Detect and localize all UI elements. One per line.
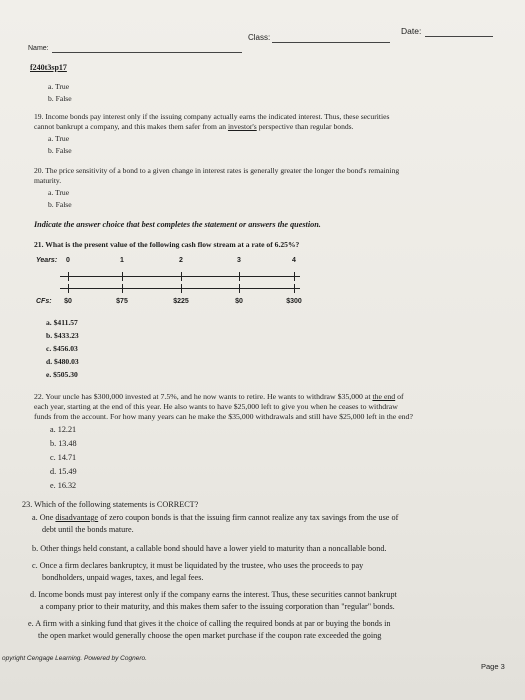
q22-text-line3: funds from the account. For how many years can he make the $35,000 withdrawals and still have $25,000 left in the end? [34, 412, 413, 421]
q21-option-d: d. $480.03 [46, 357, 79, 366]
q18-option-a: a. True [48, 82, 70, 91]
q20-option-b: b. False [48, 200, 72, 209]
q22-option-b: b. 13.48 [50, 439, 77, 448]
year-1: 1 [120, 257, 124, 264]
q22-line1-post: of [395, 392, 404, 401]
q20-option-a: a. True [48, 188, 70, 197]
q23-a-underlined: disadvantage [55, 513, 99, 522]
tick-top-2 [181, 272, 182, 281]
q23-option-a-line2: debt until the bonds mature. [42, 525, 134, 534]
q23-a-pre: a. One [32, 513, 56, 522]
cfs-label: CFs: [36, 298, 52, 305]
q23-option-d-line1: d. Income bonds must pay interest only if the company earns the interest. Thus, these securities cannot bankrupt [30, 590, 397, 599]
q23-option-c-line1: c. Once a firm declares bankruptcy, it must be liquidated by the trustee, who uses the proceeds to pay [32, 561, 364, 570]
q23-option-b: b. Other things held constant, a callable bond should have a lower yield to maturity than a noncallable bond. [32, 544, 387, 553]
years-label: Years: [36, 257, 58, 264]
footer-copyright: opyright Cengage Learning. Powered by Cognero. [2, 655, 147, 662]
q21-option-a: a. $411.57 [46, 318, 78, 327]
q22-line1-pre: 22. Your uncle has $300,000 invested at 7.5%, and he now wants to retire. He wants to withdraw $35,000 at [34, 392, 373, 401]
cf-1: $75 [116, 298, 128, 305]
q19-line2-post: perspective than regular bonds. [256, 122, 354, 131]
tick-top-0 [68, 272, 69, 281]
q23-option-a-line1 [32, 513, 398, 522]
q22-text-line2: each year, starting at the end of this year. He also wants to have $25,000 left to give you when he ceases to withdraw [34, 402, 398, 411]
q22-option-a: a. 12.21 [50, 425, 77, 434]
timeline-axis-top [60, 276, 300, 277]
q19-line2-pre: cannot bankrupt a company, and this makes them safer from an [34, 122, 228, 131]
cf-3: $0 [235, 298, 243, 305]
q22-option-c: c. 14.71 [50, 453, 77, 462]
q18-option-b: b. False [48, 94, 72, 103]
q23-option-e-line1: e. A firm with a sinking fund that gives it the choice of calling the required bonds at par or buying the bonds in [28, 619, 391, 628]
tick-bottom-2 [181, 284, 182, 293]
q20-text-line1: 20. The price sensitivity of a bond to a given change in interest rates is generally greater the longer the bond's remaining [34, 166, 400, 175]
q19-option-a: a. True [48, 134, 70, 143]
q23-option-d-line2: a company prior to their maturity, and this makes them safer to the issuing corporation than "regular" bonds. [40, 602, 395, 611]
tick-bottom-3 [239, 284, 240, 293]
year-2: 2 [179, 257, 183, 264]
cf-0: $0 [64, 298, 72, 305]
q21-option-c: c. $456.03 [46, 344, 78, 353]
q19-text-line1: 19. Income bonds pay interest only if the issuing company actually earns the indicated interest. Thus, these securities [34, 112, 390, 121]
q22-option-d: d. 15.49 [50, 467, 77, 476]
name-label: Name: [28, 45, 49, 52]
q21-option-b: b. $433.23 [46, 331, 79, 340]
tick-bottom-1 [122, 284, 123, 293]
cf-4: $300 [286, 298, 302, 305]
q23-option-e-line2: the open market would generally choose the open market purchase if the coupon rate exceeded the going [38, 631, 382, 640]
q22-line1-underlined: the end [372, 392, 396, 401]
tick-top-3 [239, 272, 240, 281]
q21-text: 21. What is the present value of the following cash flow stream at a rate of 6.25%? [34, 240, 300, 249]
timeline-axis-bottom [60, 288, 300, 289]
q19-option-b: b. False [48, 146, 72, 155]
test-code: f240t3sp17 [30, 63, 67, 72]
class-label: Class: [248, 33, 271, 42]
tick-top-1 [122, 272, 123, 281]
q19-line2-underlined: investor's [227, 122, 257, 131]
cf-2: $225 [173, 298, 189, 305]
tick-bottom-0 [68, 284, 69, 293]
q23-option-c-line2: bondholders, unpaid wages, taxes, and legal fees. [42, 573, 204, 582]
q23-text: 23. Which of the following statements is CORRECT? [22, 500, 199, 509]
tick-bottom-4 [294, 284, 295, 293]
year-0: 0 [66, 257, 70, 264]
q23-a-post: of zero coupon bonds is that the issuing firm cannot realize any tax savings from the use of [98, 513, 399, 522]
q22-text-line1 [34, 392, 404, 401]
date-label: Date: [401, 26, 422, 36]
year-3: 3 [237, 257, 241, 264]
q21-option-e: e. $505.30 [46, 370, 78, 379]
q20-text-line2: maturity. [34, 176, 62, 185]
q22-option-e: e. 16.32 [50, 481, 77, 490]
footer-page-number: Page 3 [481, 662, 505, 671]
tick-top-4 [294, 272, 295, 281]
year-4: 4 [292, 257, 296, 264]
section-instruction: Indicate the answer choice that best completes the statement or answers the question. [34, 220, 321, 229]
